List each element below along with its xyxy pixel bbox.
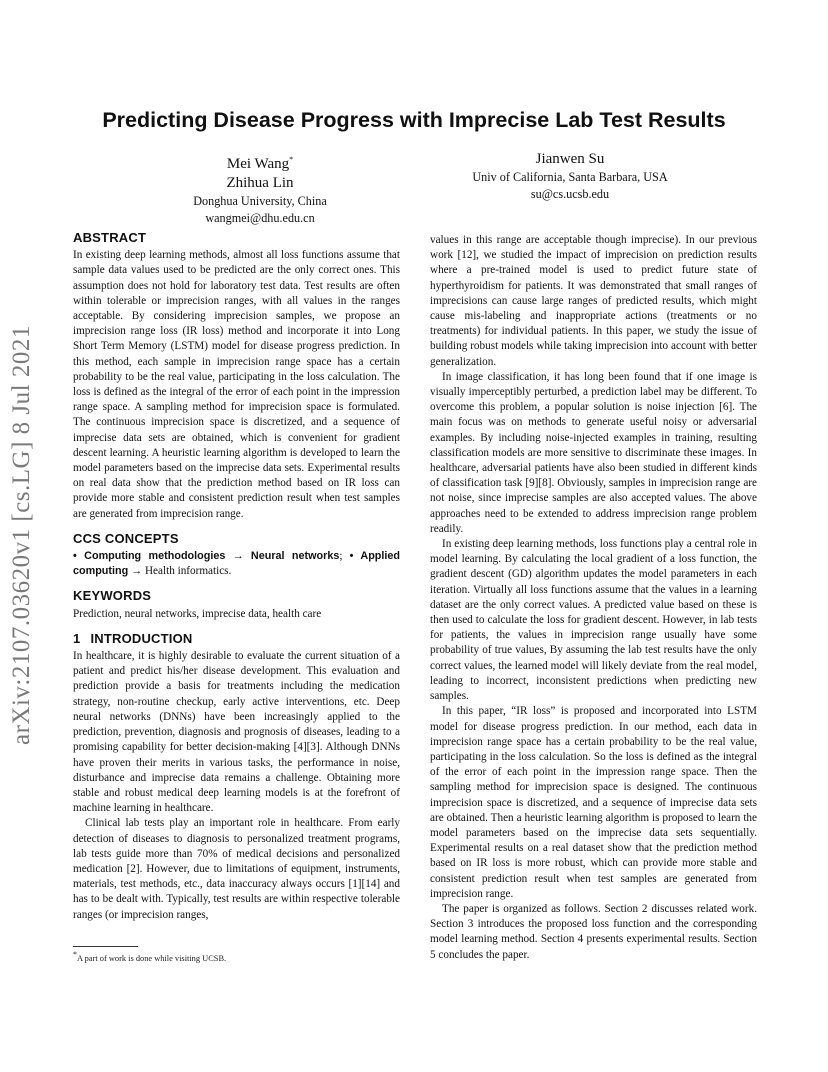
right-column (430, 233, 757, 963)
author-block-right (440, 150, 700, 203)
left-column (73, 230, 400, 923)
author-block-left (130, 150, 390, 227)
author-name-1: Mei Wang* (226, 155, 294, 172)
ccs-text: • Computing methodologies → Neural networks; • Applied computing → Health informatics. (73, 550, 401, 578)
intro-paragraph-4: In image classification, it has long been found that if one image is visually imperceptibly perturbed, a prediction label may be different. To overcome this problem, a popular solution is noise injection [6]. The main focus was on methods to generate useful noisy or adversarial examples. By including noise-injected examples in training, resulting classification models are more sensitive to discriminate these images. In healthcare, adversarial patients have also been studied in different kinds of classification task [9][8]. Obviously, samples in imprecision range are not noise, since imprecise samples are also accepted values. The above approaches need to be extended to address imprecision range problem readily. (430, 370, 757, 535)
author-email-right: su@cs.ucsb.edu (530, 187, 610, 201)
intro-paragraph-7: The paper is organized as follows. Section 2 discusses related work. Section 3 introduces the proposed loss function and the corresponding model learning method. Section 4 presents experimental results. Section 5 concludes the paper. (430, 902, 757, 961)
intro-paragraph-6: In this paper, “IR loss” is proposed and incorporated into LSTM model for disease progress prediction. In our method, each data in imprecision range space has a certain probability to be the real value, participating in the loss calculation. So the loss is defined as the integral of the error of each point in the impression range space. Then the sampling method for imprecision space is designed. The continuous imprecision space is discretized, and a sequence of imprecise data sets are obtained. Then a heuristic learning algorithm is proposed to learn the model parameters based on the imprecise data sets sequentially. Experimental results on a real dataset show that the prediction method based on IR loss is more robust, which can provide more stable and consistent prediction result when test samples are generated from imprecision range. (430, 705, 757, 900)
author-name-2: Zhihua Lin (226, 175, 294, 191)
author-affiliation-left: Donghua University, China (193, 194, 327, 208)
footnote: *A part of work is done while visiting UCSB. (73, 950, 227, 963)
footnote-divider (73, 946, 138, 947)
author-name-3: Jianwen Su (535, 151, 605, 167)
ccs-heading: CCS CONCEPTS (73, 530, 179, 546)
author-affiliation-right: Univ of California, Santa Barbara, USA (472, 170, 668, 184)
intro-paragraph-1: In healthcare, it is highly desirable to evaluate the current situation of a patient and predict his/her disease development. This evaluation and prediction provide a basis for treatments including the medication strategy, non-routine checkup, early active interventions, etc. Deep neural networks (DNNs) have been increasingly applied to the prediction, prevention, diagnosis and prognosis of diseases, leading to a promising capability for better decision-making [4][3]. Although DNNs have proven their merits in various tasks, the performance in noise, disturbance and imprecise data remains a challenge. Obtaining more stable and robust medical deep learning models is at the forefront of machine learning in healthcare. (73, 650, 400, 815)
paper-title: Predicting Disease Progress with Imprecise Lab Test Results (102, 108, 726, 132)
arxiv-identifier: arXiv:2107.03620v1 [cs.LG] 8 Jul 2021 (8, 325, 35, 745)
author-email-left: wangmei@dhu.edu.cn (205, 211, 315, 225)
intro-paragraph-3: values in this range are acceptable though imprecise). In our previous work [12], we studied the impact of imprecision on prediction results where a pre-trained model is used to predict future state of hyperthyroidism for patients. It was demonstrated that small ranges of imprecisions can cause large ranges of predicted results, which might cause mis-labeling and inappropriate actions (treatments or no treatments) for individual patients. In this paper, we study the issue of building robust models while taking imprecision into account with better generalization. (430, 234, 757, 368)
introduction-heading: 1 INTRODUCTION (73, 630, 193, 646)
intro-paragraph-5: In existing deep learning methods, loss functions play a central role in model learning. By calculating the local gradient of a loss function, the gradient descent (GD) algorithm updates the model parameters in each iteration. Virtually all loss functions assume that the values in a learning dataset are the only correct values. A predicted value based on these is then used to calculate the loss for gradient descent. However, in lab tests for patients, the values in imprecision range usually have some probability of true values, By assuming the lab test results have the only correct values, the learned model will likely deviate from the real model, leading to incorrect, inconsistent predictions when predicting new samples. (430, 538, 757, 703)
keywords-text: Prediction, neural networks, imprecise data, health care (73, 607, 322, 620)
footnote-mark: * (289, 155, 294, 164)
abstract-text: In existing deep learning methods, almost all loss functions assume that sample data values used to be predicted are the only correct ones. This assumption does not hold for laboratory test data. Test results are often within tolerable or imprecision ranges, with all values in the ranges acceptable. By considering imprecision samples, we propose an imprecision range loss (IR loss) method and incorporate it into Long Short Term Memory (LSTM) model for disease progress prediction. In this method, each sample in imprecision range space has a certain probability to be the real value, participating in the loss calculation. The loss is defined as the integral of the error of each point in the impression range space. A sampling method for imprecision space is formulated. The continuous imprecision space is discretized, and a sequence of imprecise data sets are obtained, which is convenient for gradient descent learning. A heuristic learning algorithm is developed to learn the model parameters based on the imprecise data sets. Experimental results on real data show that the prediction method based on IR loss can provide more stable and consistent prediction result when test samples are generated from imprecision range. (73, 249, 400, 520)
intro-paragraph-2: Clinical lab tests play an important role in healthcare. From early detection of diseases to diagnosis to personalized treatment programs, lab tests guide more than 70% of medical decisions and personalized medication [2]. However, due to limitations of equipment, instruments, materials, test methods, etc., data inaccuracy always occurs [1][14] and has to be dealt with. Typically, test results are within respective tolerable ranges (or imprecision ranges, (73, 817, 400, 921)
abstract-heading: ABSTRACT (73, 230, 147, 245)
keywords-heading: KEYWORDS (73, 588, 152, 604)
